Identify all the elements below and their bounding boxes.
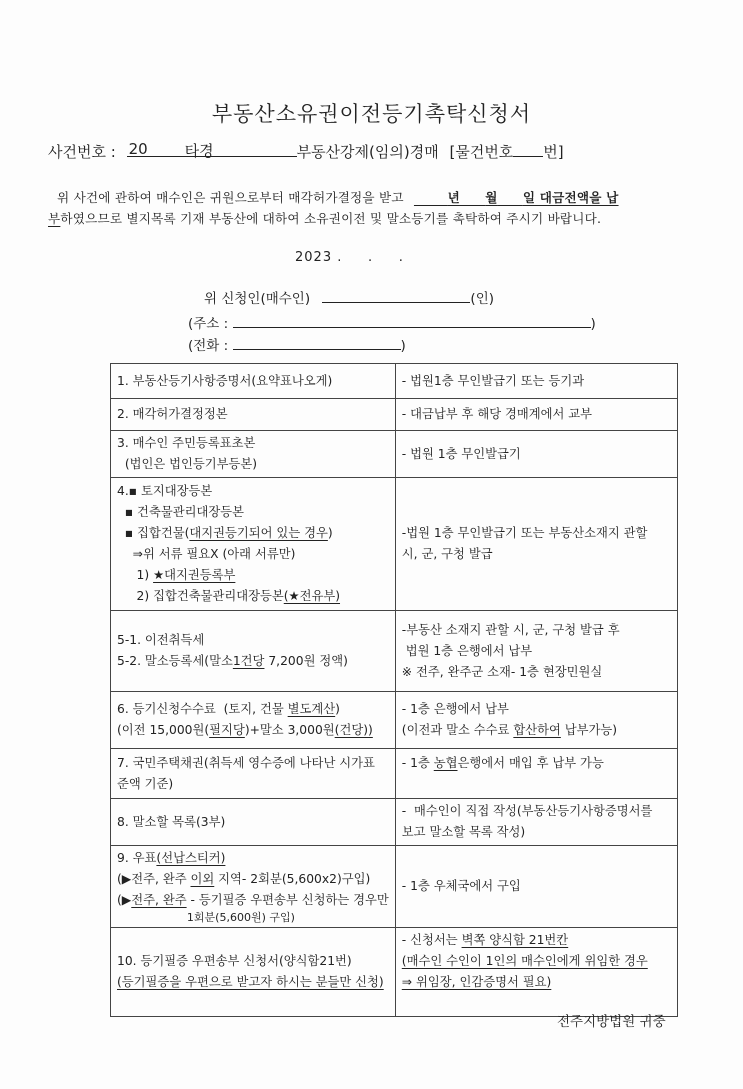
cell-line	[117, 848, 389, 869]
cell-line	[117, 586, 389, 607]
document-name-cell	[111, 749, 396, 799]
cell-text: )+말소 3,000원	[244, 723, 335, 737]
cell-text: - 법원 1층 무인발급기	[401, 446, 521, 461]
cell-line	[117, 502, 389, 523]
issuing-place-cell	[395, 431, 677, 478]
cell-line	[117, 433, 389, 454]
cell-text: 시, 군, 구청 발급	[401, 547, 493, 561]
payment-date-field[interactable]	[414, 190, 619, 205]
cell-text: 법원 1층 은행에서 납부	[401, 643, 533, 658]
cell-line	[402, 544, 671, 565]
cell-text: (매수인 수인이 1인의 매수인에게 위임한 경우	[401, 954, 648, 968]
cell-text: 9. 우표	[117, 851, 157, 865]
issuing-place-cell	[395, 478, 677, 611]
cell-text: 5-2. 말소등록세(말소	[117, 654, 233, 668]
cell-line	[117, 890, 389, 911]
phone-field[interactable]	[233, 335, 401, 350]
document-name-cell	[111, 692, 396, 749]
cell-line	[402, 720, 671, 741]
request-paragraph-line1	[57, 187, 619, 206]
cell-text: 5-1. 이전취득세	[117, 633, 205, 647]
table-row	[111, 399, 678, 431]
document-name-cell	[111, 431, 396, 478]
cell-line	[117, 630, 389, 651]
cell-text: )	[327, 526, 333, 540]
cell-line	[402, 972, 671, 993]
cell-text: -법원 1층 무인발급기 또는 부동산소재지 관할	[401, 526, 648, 540]
cell-text: ▪ 건축물관리대장등본	[117, 505, 244, 519]
cell-text: 보고 말소할 목록 작성)	[401, 825, 526, 839]
case-year: 20	[128, 140, 148, 158]
table-row	[111, 749, 678, 799]
cell-text: 6. 등기신청수수료 (토지, 건물	[117, 702, 288, 716]
cell-text: (이전 15,000원(	[117, 723, 210, 737]
cell-line	[117, 404, 389, 425]
cell-text: (▶전주, 완주	[117, 872, 191, 886]
document-name-cell	[111, 399, 396, 431]
cell-line	[402, 822, 671, 843]
cell-text: - 대금납부 후 해당 경매계에서 교부	[401, 407, 593, 421]
cell-text: - 1층 은행에서 납부	[401, 702, 509, 716]
document-title: 부동산소유권이전등기촉탁신청서	[211, 102, 532, 126]
issuing-place-cell	[395, 799, 677, 846]
application-date: 2023 . . .	[295, 250, 404, 265]
issuing-place-cell	[395, 611, 677, 692]
item-number-suffix: 번]	[543, 143, 564, 161]
cell-text: - 1층	[401, 755, 434, 770]
cell-line	[402, 371, 671, 392]
table-row	[111, 364, 678, 399]
cell-text: 지역- 2회분(5,600x2)구입)	[214, 872, 371, 886]
cell-text: 이외	[190, 872, 215, 886]
cell-text: 2. 매각허가결정정본	[117, 407, 228, 421]
cell-line	[117, 454, 389, 475]
cell-text: ※ 전주, 완주군 소재- 1층 현장민원실	[401, 664, 603, 679]
document-name-cell	[111, 611, 396, 692]
document-name-cell	[111, 846, 396, 928]
seal-label: (인)	[470, 291, 494, 307]
cell-text: )	[335, 702, 340, 716]
issuing-place-cell	[395, 399, 677, 431]
cell-text: 별도계산	[287, 702, 336, 716]
issuing-place-cell	[395, 846, 677, 928]
cell-text: 7. 국민주택채권(취득세 영수증에 나타난 시가표	[117, 755, 375, 770]
cell-line	[117, 544, 389, 565]
paragraph-text: 위 사건에 관하여 매수인은 귀원으로부터 매각허가결정을 받고	[57, 190, 404, 205]
cell-text: 대지권등기되어 있는 경우	[189, 526, 328, 540]
issuing-place-cell	[395, 928, 677, 1017]
cell-text: 4.▪ 토지대장등본	[117, 484, 213, 498]
item-number-field[interactable]	[513, 142, 543, 157]
cell-line	[117, 481, 389, 502]
cell-text: (등기필증을 우편으로 받고자 하시는 분들만 신청)	[117, 975, 384, 989]
required-documents-table	[110, 363, 678, 1017]
item-number-label: [물건번호	[449, 143, 514, 161]
cell-line	[117, 565, 389, 586]
cell-text: (건당))	[334, 723, 373, 737]
address-label: (주소 :	[188, 316, 229, 332]
cell-line	[402, 951, 671, 972]
cell-line	[402, 753, 671, 774]
month-label: 월	[485, 190, 498, 205]
cell-line	[402, 801, 671, 822]
table-row	[111, 478, 678, 611]
table-row	[111, 846, 678, 928]
cell-line	[402, 930, 671, 951]
cell-text	[402, 996, 406, 1010]
paragraph-text: 부	[48, 211, 61, 226]
applicant-line	[204, 287, 494, 307]
cell-text: 농협	[433, 755, 458, 770]
case-type: 타경	[184, 142, 214, 160]
paragraph-text: 하였으므로 별지목록 기재 부동산에 대하여 소유권이전 및 말소등기를 촉탁하여 주시기 바랍니다.	[60, 211, 602, 226]
cell-line	[402, 404, 671, 425]
applicant-name-field[interactable]	[322, 288, 470, 303]
document-name-cell	[111, 364, 396, 399]
cell-text: 은행에서 매입 후 납부 가능	[457, 755, 604, 770]
cell-text: -부동산 소재지 관할 시, 군, 구청 발급 후	[401, 622, 620, 637]
cell-text: - 매수인이 직접 작성(부동산등기사항증명서를	[401, 804, 653, 818]
day-label: 일 대금전액을 납	[522, 190, 619, 205]
phone-line	[188, 334, 406, 354]
court-addressee: 전주지방법원 귀중	[557, 1014, 666, 1030]
cell-line	[117, 753, 389, 774]
cell-line	[117, 951, 389, 972]
cell-text: 8. 말소할 목록(3부)	[117, 814, 226, 829]
cell-text: - 신청서는	[401, 933, 462, 947]
cell-text: (선납스티커)	[156, 851, 226, 865]
cell-line	[117, 774, 389, 795]
case-number-label: 사건번호 :	[48, 143, 116, 161]
cell-line	[402, 662, 671, 683]
table-row	[111, 611, 678, 692]
document-name-cell	[111, 799, 396, 846]
applicant-label: 위 신청인(매수인)	[204, 291, 311, 307]
request-paragraph-line2	[48, 208, 601, 227]
address-field[interactable]	[233, 313, 591, 328]
cell-line	[402, 444, 671, 465]
cell-text: - 등기필증 우편송부 신청하는 경우만	[186, 893, 389, 907]
cell-line	[402, 620, 671, 641]
cell-line	[117, 972, 389, 993]
cell-text: 1. 부동산등기사항증명서(요약표나오게)	[117, 373, 333, 388]
cell-text: ⇒ 위임장, 인감증명서 필요)	[401, 975, 552, 989]
cell-line	[117, 911, 389, 925]
cell-text: 7,200원 정액)	[264, 654, 348, 668]
cell-text: 필지당	[209, 723, 245, 737]
cell-line	[402, 699, 671, 720]
cell-text: ★대지권등록부	[153, 568, 236, 582]
cell-text: 합산하여	[513, 723, 561, 737]
cell-text: 3. 매수인 주민등록표초본	[117, 436, 256, 450]
cell-text: ⇒위 서류 필요X (아래 서류만)	[117, 547, 296, 561]
cell-text: (법인은 법인등기부등본)	[117, 457, 258, 471]
cell-line	[402, 876, 671, 897]
document-name-cell	[111, 928, 396, 1017]
phone-close: )	[400, 338, 406, 354]
cell-text: (▶	[117, 893, 132, 907]
issuing-place-cell	[395, 364, 677, 399]
table-row	[111, 431, 678, 478]
cell-text: ▪ 집합건물(	[117, 526, 190, 540]
cell-line	[402, 641, 671, 662]
issuing-place-cell	[395, 749, 677, 799]
cell-line	[117, 720, 389, 741]
cell-line	[117, 869, 389, 890]
cell-text: - 법원1층 무인발급기 또는 등기과	[401, 373, 585, 388]
cell-text: 10. 등기필증 우편송부 신청서(양식함21번)	[117, 954, 352, 968]
table-row	[111, 799, 678, 846]
cell-text: 1회분(5,600원) 구입)	[117, 911, 295, 924]
cell-text: 납부가능)	[560, 723, 618, 737]
address-line	[188, 312, 596, 332]
cell-line	[117, 812, 389, 833]
phone-label: (전화 :	[188, 338, 229, 354]
cell-text: 준액 기준)	[117, 776, 174, 791]
cell-line	[117, 651, 389, 672]
case-number-line	[48, 141, 564, 162]
cell-line	[402, 523, 671, 544]
case-number-field[interactable]	[127, 140, 297, 160]
cell-text: 전주, 완주	[131, 893, 187, 907]
cell-text: 2) 집합건축물관리대장등본	[117, 589, 284, 603]
table-row	[111, 692, 678, 749]
cell-line	[117, 523, 389, 544]
cell-line	[117, 699, 389, 720]
cell-text: (★전유부)	[283, 589, 341, 603]
cell-text	[402, 777, 406, 791]
cell-line	[402, 774, 671, 795]
table-row	[111, 928, 678, 1017]
cell-text: (이전과 말소 수수료	[401, 723, 514, 737]
issuing-place-cell	[395, 692, 677, 749]
document-name-cell	[111, 478, 396, 611]
cell-text: - 1층 우체국에서 구입	[401, 879, 521, 893]
address-close: )	[590, 316, 596, 332]
auction-type: 부동산강제(임의)경매	[296, 143, 439, 161]
cell-text: 1)	[117, 568, 154, 582]
cell-line	[117, 371, 389, 392]
cell-text: 벽쪽 양식함 21번칸	[461, 933, 569, 947]
cell-text: 1건당	[232, 654, 265, 668]
year-label: 년	[447, 190, 460, 205]
